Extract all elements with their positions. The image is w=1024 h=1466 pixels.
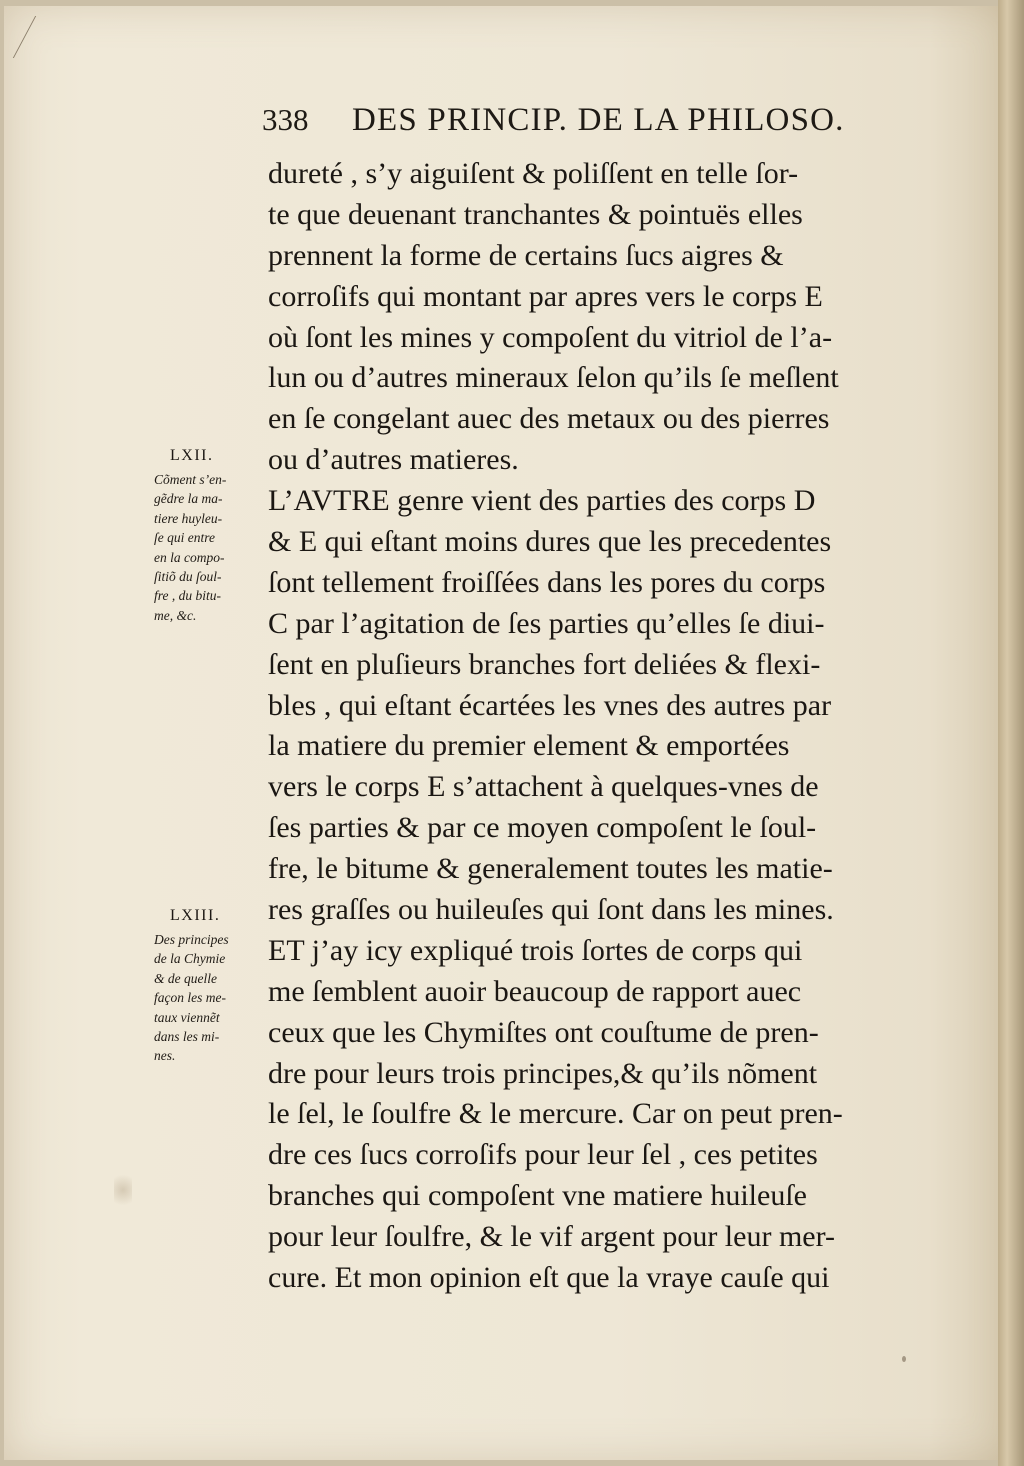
margin-note-line: fre , du bitu- <box>154 588 221 604</box>
text-line: le ſel, le ſoulfre & le mercure. Car on peut pren- <box>268 1097 843 1131</box>
paper-stain <box>114 1170 132 1210</box>
text-line: cure. Et mon opinion eſt que la vraye cauſe qui <box>268 1261 830 1295</box>
margin-note-line: me, &c. <box>154 607 197 623</box>
page-edge <box>998 0 1024 1466</box>
text-line: pour leur ſoulfre, & le vif argent pour leur mer- <box>268 1220 835 1254</box>
running-title: DES PRINCIP. DE LA PHILOSO. <box>352 102 845 138</box>
text-line: la matiere du premier element & emportées <box>268 729 790 763</box>
margin-note-line: ſe qui entre <box>154 530 215 546</box>
text-line: vers le corps E s’attachent à quelques-vnes de <box>268 770 819 804</box>
text-line: où ſont les mines y compoſent du vitriol de l’a- <box>268 320 833 354</box>
text-line: res graſſes ou huileuſes qui ſont dans les mines. <box>268 893 834 927</box>
margin-note-lxii <box>154 470 266 625</box>
margin-note-line: de la Chymie <box>154 951 226 967</box>
margin-note-line: Des principes <box>154 932 229 947</box>
margin-heading-lxiii: LXIII. <box>170 907 221 924</box>
margin-note-line: tiere huyleu- <box>154 510 223 526</box>
text-line: ſent en pluſieurs branches fort deliées & flexi- <box>268 647 821 681</box>
text-line: me ſemblent auoir beaucoup de rapport auec <box>268 974 802 1008</box>
text-line: ou d’autres matieres. <box>268 443 519 477</box>
text-line: te que deuenant tranchantes & pointuës elles <box>268 197 803 231</box>
margin-heading-lxii: LXII. <box>170 447 214 464</box>
text-line: ET j’ay icy expliqué trois ſortes de corps qui <box>268 933 803 967</box>
margin-note-line: dans les mi- <box>154 1028 220 1044</box>
text-line: ſont tellement froiſſées dans les pores du corps <box>268 565 826 599</box>
text-line: en ſe congelant auec des metaux ou des pierres <box>268 402 830 436</box>
margin-note-line: nes. <box>154 1048 176 1064</box>
text-line: fre, le bitume & generalement toutes les matie- <box>268 852 833 886</box>
margin-note-line: Cõment s’en- <box>154 472 227 487</box>
text-line: dre ces ſucs corroſifs pour leur ſel , ces petites <box>268 1138 818 1172</box>
margin-note-line: ſitiõ du ſoul- <box>154 568 222 584</box>
margin-note-line: façon les me- <box>154 990 226 1006</box>
page-header <box>262 100 922 144</box>
margin-note-line: taux viennẽt <box>154 1009 220 1025</box>
margin-note-line: & de quelle <box>154 970 217 986</box>
page-number: 338 <box>262 102 309 137</box>
text-line: ceux que les Chymiſtes ont couſtume de pren- <box>268 1015 819 1049</box>
text-line: & E qui eſtant moins dures que les precedentes <box>268 525 832 559</box>
margin-note-line: gẽdre la ma- <box>154 491 223 507</box>
main-text <box>268 154 950 1299</box>
margin-note-line: en la compo- <box>154 549 225 565</box>
text-line: ſes parties & par ce moyen compoſent le ſoul- <box>268 811 817 845</box>
text-line: bles , qui eſtant écartées les vnes des autres par <box>268 688 832 722</box>
text-line: dureté , s’y aiguiſent & poliſſent en telle ſor- <box>268 157 799 190</box>
text-line: L’AVTRE genre vient des parties des corps D <box>268 484 816 518</box>
text-line: prennent la forme de certains ſucs aigres & <box>268 238 784 272</box>
margin-note-lxiii <box>154 930 266 1066</box>
text-line: lun ou d’autres mineraux ſelon qu’ils ſe meſlent <box>268 361 839 395</box>
text-line: C par l’agitation de ſes parties qu’elles ſe diui- <box>268 606 825 640</box>
ink-speck <box>902 1356 906 1362</box>
text-line: corroſifs qui montant par apres vers le corps E <box>268 279 823 313</box>
text-line: branches qui compoſent vne matiere huileuſe <box>268 1179 807 1213</box>
text-line: dre pour leurs trois principes,& qu’ils nõment <box>268 1056 818 1090</box>
